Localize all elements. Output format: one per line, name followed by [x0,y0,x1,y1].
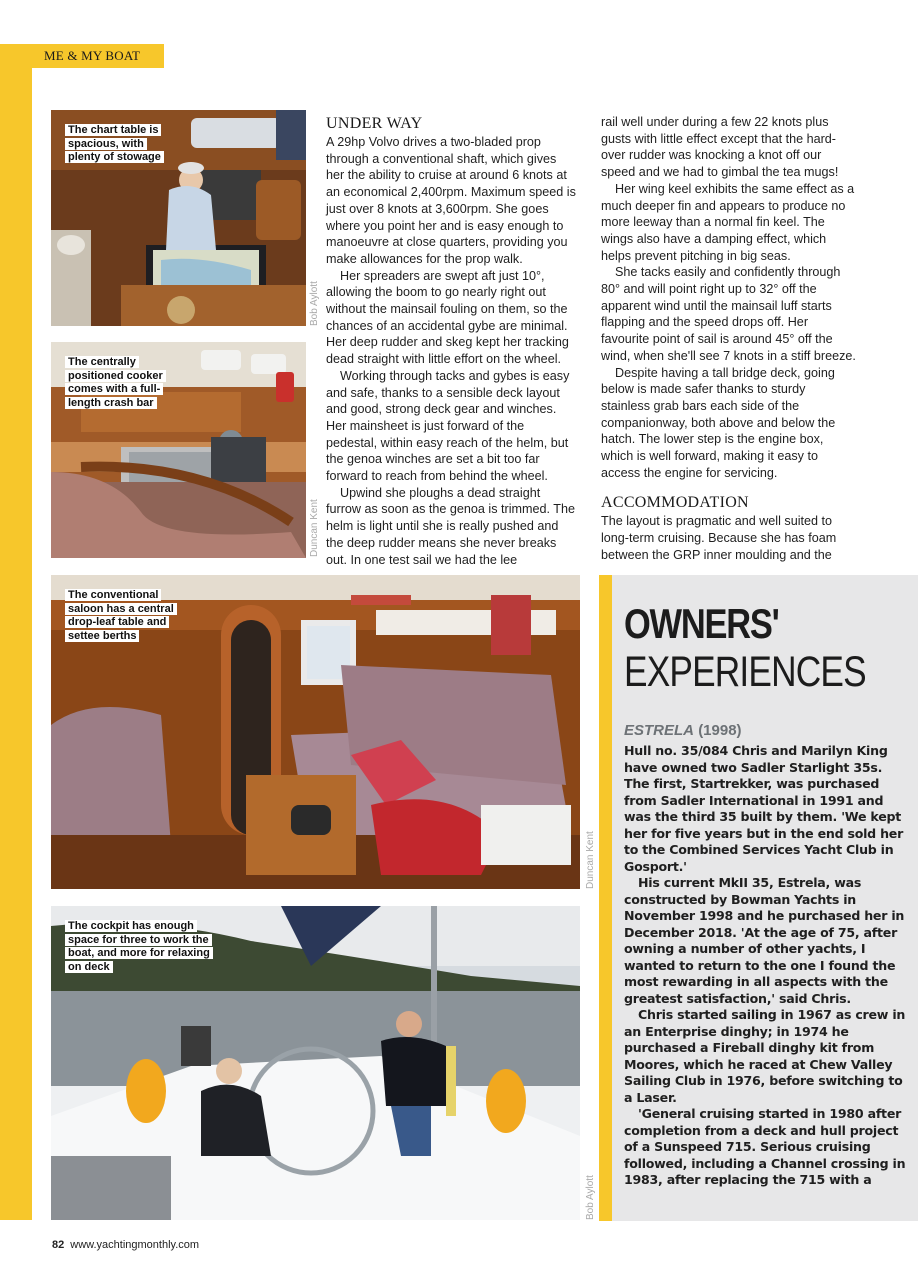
section-tab: ME & MY BOAT [32,44,164,68]
boat-year: (1998) [698,722,742,739]
credit-photo1: Bob Aylott [309,281,320,326]
heading-accommodation: ACCOMMODATION [601,494,749,512]
paragraph: Upwind she ploughs a dead straight furrow as soon as the genoa is trimmed. The helm is light until she is really pushed and the deep rudder means she never breaks out. In one test sail we had the lee [326,485,575,567]
boat-heading [624,722,742,739]
photo-cooker [51,342,306,558]
credit-photo3: Duncan Kent [585,831,596,889]
article-column-1 [326,114,576,568]
caption-saloon: The conventional saloon has a central drop-leaf table and settee berths [65,589,195,643]
owners-title-line2: EXPERIENCES [624,648,866,696]
paragraph: Despite having a tall bridge deck, going below is made safer thanks to sturdy stainless grab bars each side of the companionway, both above and below the hatch. The lower step is the engine box, which is well forward, making it easy to access the engine for servicing. [601,365,836,480]
paragraph: Hull no. 35/084 Chris and Marilyn King have owned two Sadler Starlight 35s. The first, Startrekker, was purchased from Sadler International in 1991 and was the third 35 built by them. 'We kept her for five years but in the end sold her to the Combined Services Yacht Club in Gosport.' [624,743,904,874]
owners-title-line1: OWNERS' [624,600,779,647]
page-footer [52,1239,199,1251]
paragraph: rail well under during a few 22 knots plus gusts with little effect except that the hard-over rudder was knocking a knot off our speed and we had to gimbal the tea mugs! [601,115,839,180]
article-column-2 [601,114,857,564]
heading-under-way: UNDER WAY [326,115,423,132]
paragraph: A 29hp Volvo drives a two-bladed prop through a conventional shaft, which gives her the ability to cruise at around 6 knots at an economical 2,400rpm. Maximum speed is just over 8 knots at 3,600rpm. She goes where you point her and is easy enough to manoeuvre at close quarters, providing you make allowances for the prop walk. [326,135,576,266]
accent-side-bar [0,44,32,1220]
paragraph: Chris started sailing in 1967 as crew in an Enterprise dinghy; in 1974 he purchased a Fireball dinghy kit from Moores, which he raced at Chew Valley Sailing Club in 1976, before switching to a Laser. [624,1007,906,1105]
photo-saloon [51,575,580,889]
paragraph: Her spreaders are swept aft just 10°, allowing the boom to go nearly right out without the mainsail fouling on them, so the chances of an accidental gybe are minimal. Her deep rudder and skeg kept her tracking dead straight with little effort on the wheel. [326,268,569,367]
paragraph: Working through tacks and gybes is easy and safe, thanks to a sensible deck layout and good, strong deck gear and winches. Her mainsheet is just forward of the pedestal, within easy reach of the helm, but the genoa winches are set a bit too far forward to reach from behind the wheel. [326,368,570,484]
caption-chart-table: The chart table is spacious, with plenty of stowage [65,124,177,165]
footer-url: www.yachtingmonthly.com [70,1239,200,1251]
paragraph: Her wing keel exhibits the same effect as a much deeper fin and appears to produce no more leeway than a normal fin keel. The wings also have a damping effect, which helps prevent pitching in big seas. [601,181,855,263]
page-number: 82 [52,1239,65,1251]
credit-photo4: Bob Aylott [585,1175,596,1220]
caption-cockpit: The cockpit has enough space for three to work the boat, and more for relaxing on deck [65,920,225,974]
paragraph: 'General cruising started in 1980 after completion from a deck and hull project of a Sunspeed 715. Serious cruising followed, including a Channel crossing in 1983, after replacing the 715 with a [624,1106,906,1187]
caption-cooker: The centrally positioned cooker comes with a full-length crash bar [65,356,193,410]
owners-panel-accent-bar [599,575,612,1221]
paragraph: His current MkII 35, Estrela, was constructed by Bowman Yachts in November 1998 and he purchased her in December 2018. 'At the age of 75, after owning a number of other yachts, I wanted to return to the one I found the most rewarding in all aspects with the greatest satisfaction,' said Chris. [624,875,905,1006]
credit-photo2: Duncan Kent [309,499,320,557]
owners-text [624,743,908,1189]
boat-name: ESTRELA [624,722,695,739]
paragraph: She tacks easily and confidently through 80° and will point right up to 32° off the apparent wind until the mainsail luff starts flapping and the speed drops off. Her favourite point of sail is around 45° off the wind, when she'll see 7 knots in a stiff breeze. [601,265,856,363]
photo-cockpit [51,906,580,1220]
photo-chart-table [51,110,306,326]
paragraph: The layout is pragmatic and well suited to long-term cruising. Because she has foam between the GRP inner moulding and the [601,514,837,562]
